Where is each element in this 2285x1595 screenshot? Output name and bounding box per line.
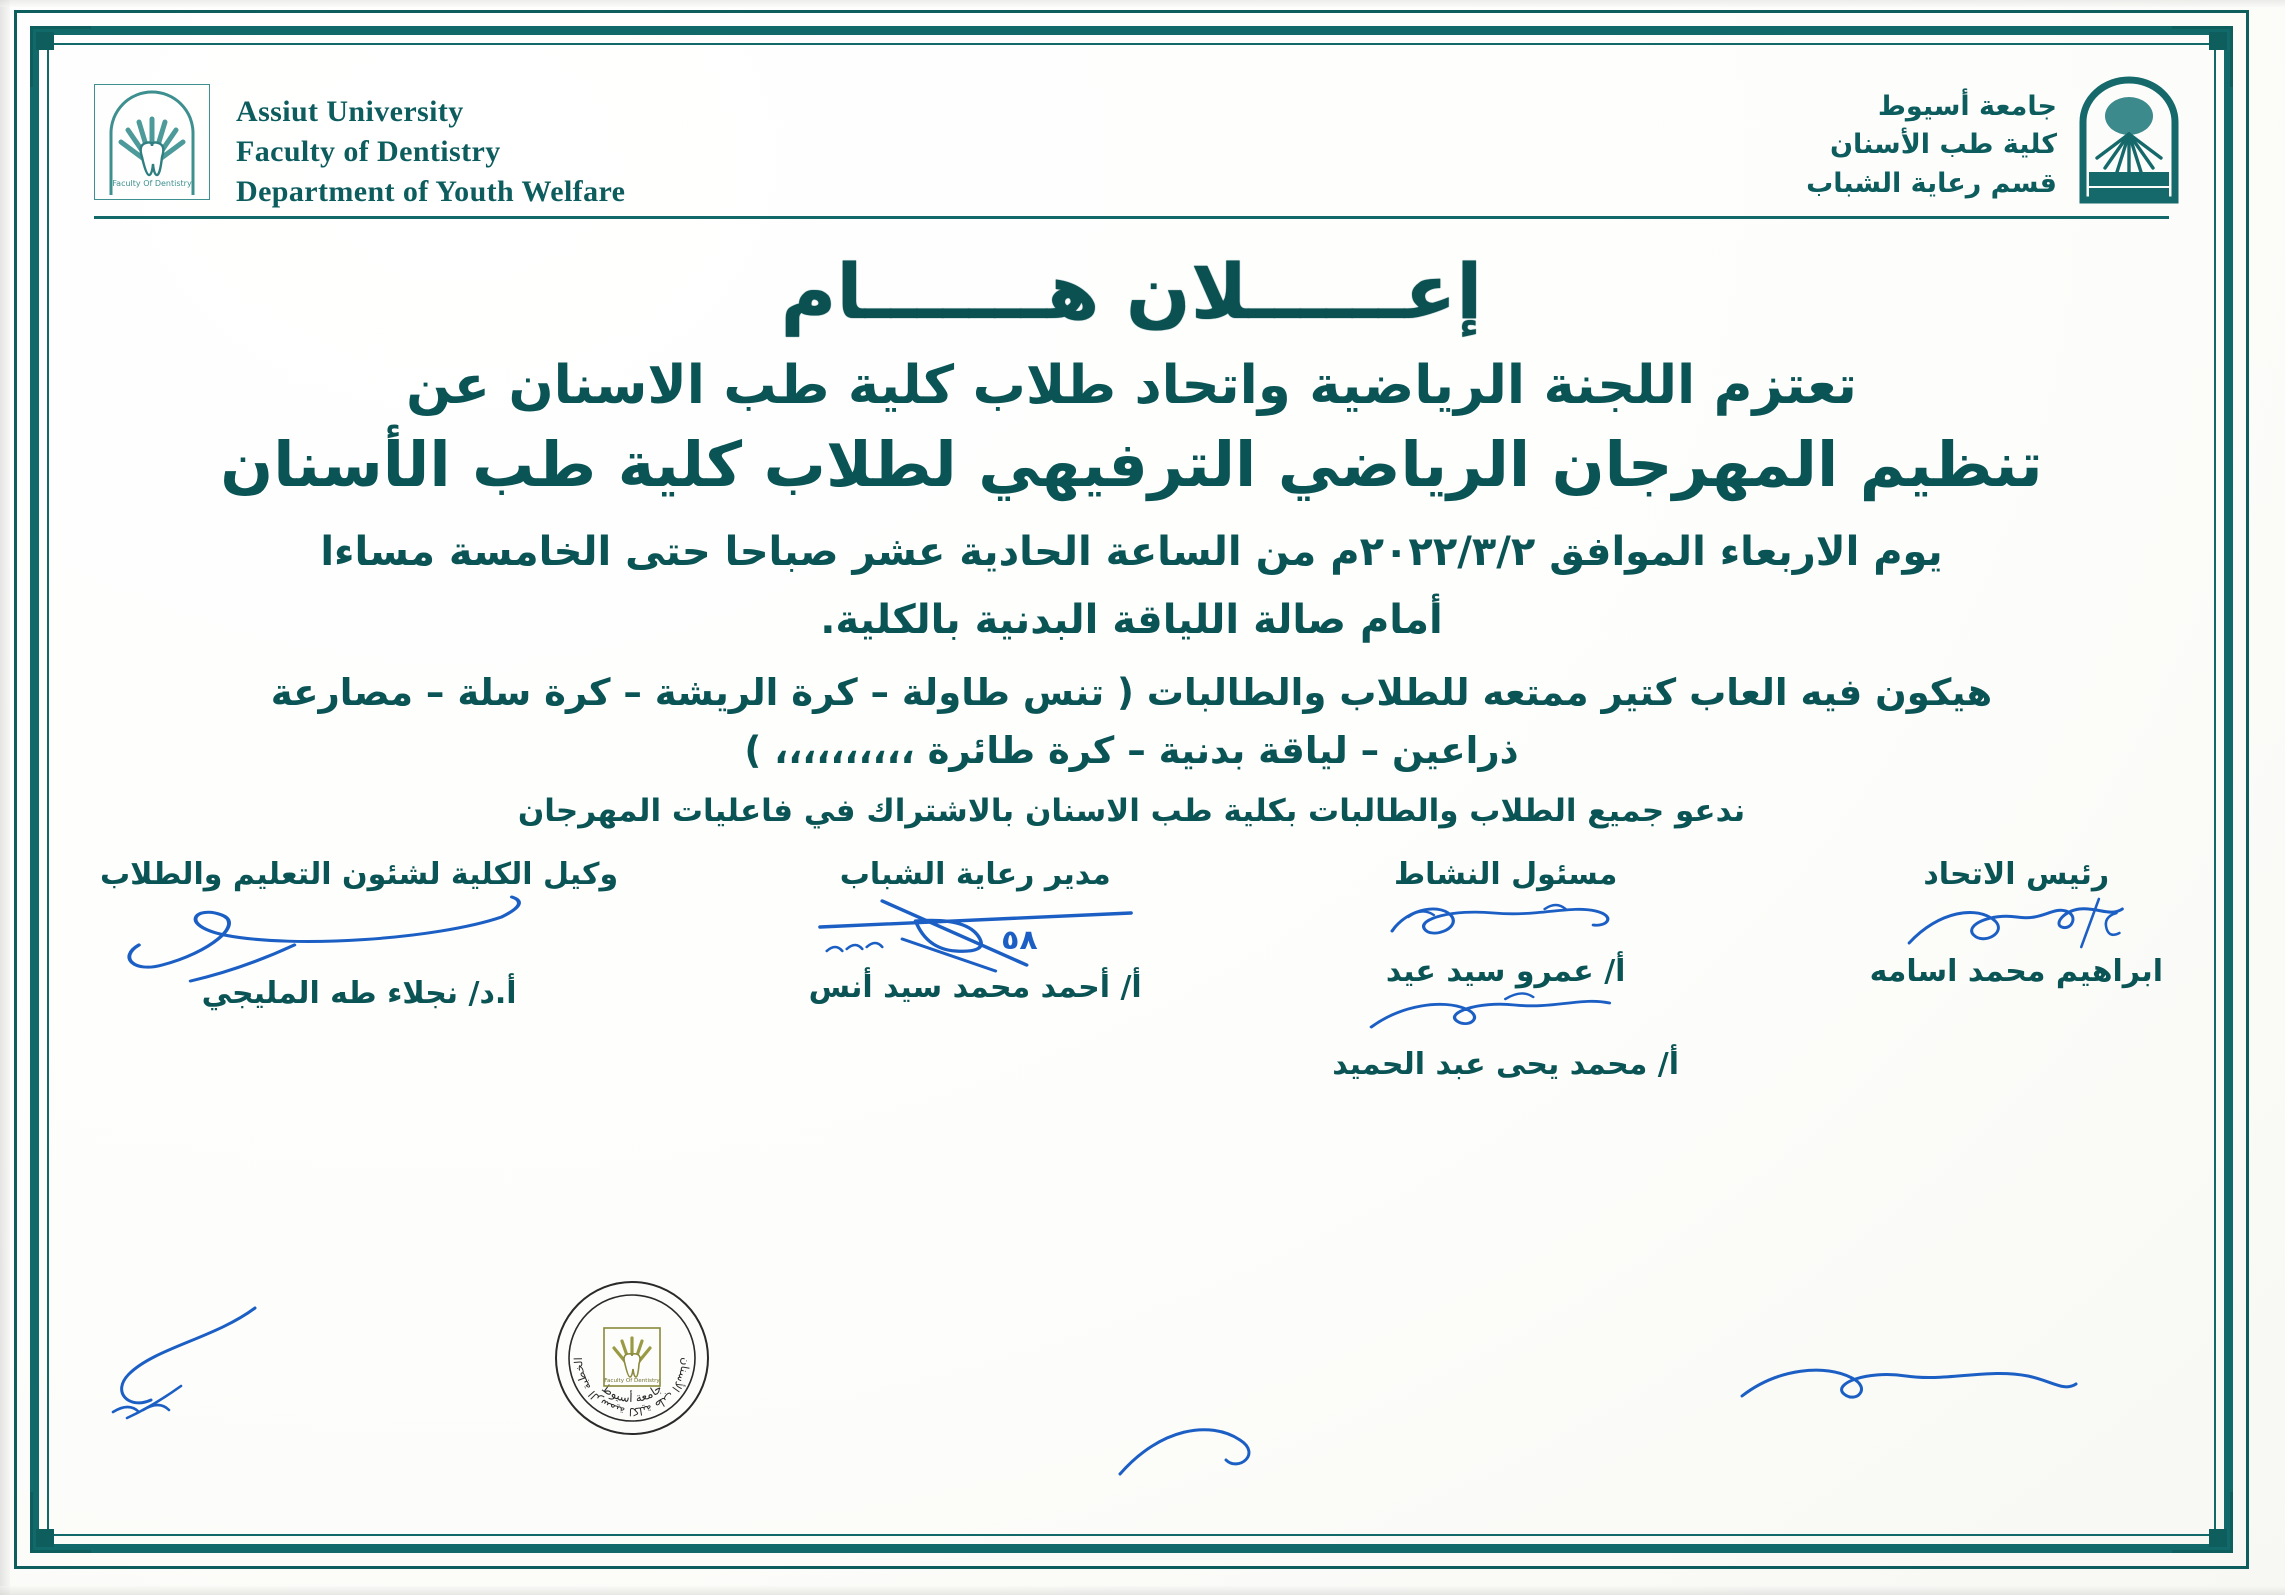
- announcement-datetime: يوم الاربعاء الموافق ٢٠٢٢/٣/٢م من الساعة الحادية عشر صباحا حتى الخامسة مساءا: [320, 528, 1943, 575]
- header-english-text: [236, 84, 625, 212]
- handwritten-signature-icon: [1332, 887, 1679, 959]
- announcement-title: إعــــــلان هـــــــام: [780, 247, 1483, 336]
- handwritten-signature-icon: [1870, 887, 2163, 959]
- signature-union-president: [1870, 857, 2163, 989]
- handwritten-mark-bottom-right-icon: [1730, 1350, 2090, 1420]
- signature-name: أ.د/ نجلاء طه المليجي: [201, 976, 517, 1012]
- signature-role: وكيل الكلية لشئون التعليم والطلاب: [100, 857, 619, 893]
- announcement-games-line-2: ذراعين – لياقة بدنية – كرة طائرة ،،،،،،،،،، ): [744, 728, 1519, 772]
- signature-block: [70, 857, 2193, 1082]
- border-corner-dot-top-left: [36, 32, 54, 50]
- signature-youth-welfare-director: [809, 857, 1142, 1005]
- header-arabic-line3: قسم رعاية الشباب: [1806, 167, 2057, 199]
- signature-activity-officer: [1332, 857, 1679, 1082]
- handwritten-mark-bottom-center-icon: [1090, 1410, 1510, 1490]
- scan-edge-left: [0, 0, 10, 1595]
- border-corner-dot-top-right: [2209, 32, 2227, 50]
- header-english-line2: Faculty of Dentistry: [236, 134, 501, 168]
- seal-bottom-text: جامعة أسيوط: [599, 1380, 665, 1406]
- header-arabic-line2: كلية طب الأسنان: [1829, 129, 2057, 161]
- announcement-venue: أمام صالة اللياقة البدنية بالكلية.: [820, 596, 1443, 643]
- border-corner-dot-bottom-left: [36, 1529, 54, 1547]
- header-arabic-line1: جامعة أسيوط: [1877, 91, 2057, 122]
- signature-name: أ/ عمرو سيد عيد: [1385, 954, 1626, 990]
- header-english-line3: Department of Youth Welfare: [236, 174, 626, 208]
- document-header: [70, 66, 2193, 216]
- seal-inner-label: Faculty Of Dentistry: [604, 1378, 660, 1384]
- signature-name: أ/ أحمد محمد سيد أنس: [808, 970, 1142, 1006]
- assiut-university-logo-icon: [2075, 76, 2183, 204]
- announcement-invitation: ندعو جميع الطلاب والطالبات بكلية طب الاسنان بالاشتراك في فاعليات المهرجان: [517, 792, 1746, 829]
- announcement-body: [70, 247, 2193, 831]
- header-arabic-text: [1806, 76, 2057, 203]
- handwritten-mark-bottom-left-icon: [85, 1300, 345, 1430]
- header-left-block: [94, 84, 625, 212]
- announcement-line-2: تنظيم المهرجان الرياضي الترفيهي لطلاب كلية طب الأسنان: [220, 428, 2043, 502]
- official-seal-stamp-icon: [552, 1278, 712, 1438]
- handwritten-signature-icon: [809, 887, 1142, 979]
- signature-name: ابراهيم محمد اسامه: [1869, 954, 2163, 990]
- faculty-of-dentistry-logo-icon: [94, 84, 210, 200]
- header-right-block: [1806, 76, 2183, 204]
- scan-edge-bottom: [0, 1586, 2285, 1595]
- announcement-line-1: تعتزم اللجنة الرياضية واتحاد طلاب كلية طب الاسنان عن: [406, 354, 1857, 416]
- border-corner-dot-bottom-right: [2209, 1529, 2227, 1547]
- signature-role: مدير رعاية الشباب: [839, 857, 1111, 893]
- signature-role: مسئول النشاط: [1393, 857, 1618, 893]
- signature-note: ٥٨: [1000, 924, 1038, 956]
- handwritten-signature-icon: [100, 887, 618, 985]
- header-divider: [94, 216, 2169, 219]
- signature-vice-dean: [100, 857, 618, 1011]
- header-english-line1: Assiut University: [236, 95, 464, 128]
- seal-outer-text: الخطبة الرسمية لكلية طب الأسنان: [571, 1356, 693, 1419]
- scan-edge-top: [0, 0, 2285, 7]
- signature-name-secondary: أ/ محمد يحى عبد الحميد: [1332, 1047, 1680, 1083]
- announcement-games-line-1: هيكون فيه العاب كتير ممتعه للطلاب والطالبات ( تنس طاولة – كرة الريشة – كرة سلة – مصارعة: [270, 670, 1993, 714]
- svg-text:Faculty Of Dentistry: Faculty Of Dentistry: [112, 179, 192, 188]
- signature-role: رئيس الاتحاد: [1923, 857, 2110, 893]
